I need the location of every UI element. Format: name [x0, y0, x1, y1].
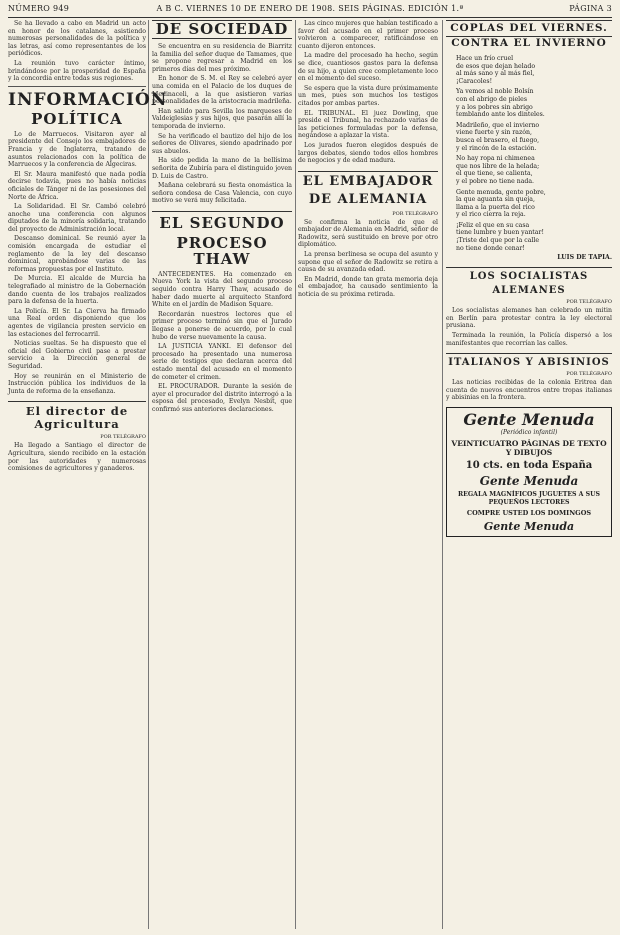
- article-paragraph: La prensa berlinesa se ocupa del asunto y supone que el señor de Radowitz se retira a causa de su avanzada edad.: [298, 251, 438, 274]
- article-paragraph: LA JUSTICIA YANKI. El defensor del procesado ha presentado una numerosa serie de testigos que declaran acerca del estado mental del acusado en el momento de cometer el crimen.: [152, 343, 292, 381]
- article-paragraph: La reunión tuvo carácter íntimo, brindándose por la prosperidad de España y la concordia entre todas sus regiones.: [8, 59, 146, 83]
- ad-text: REGALA MAGNÍFICOS JUGUETES A SUS PEQUEÑOS LECTORES: [458, 491, 600, 506]
- page-header: [8, 4, 612, 18]
- poem-line: la que aguanta sin queja,: [456, 196, 535, 204]
- article-paragraph: Se ha verificado el bautizo del hijo de los señores de Olivares, siendo apadrinado por sus abuelos.: [152, 132, 292, 155]
- column-1: [8, 20, 168, 929]
- article-paragraph: Los socialistas alemanes han celebrado un mitin en Berlín para protestar contra la ley electoral prusiana.: [446, 307, 612, 330]
- column-4: [446, 20, 612, 929]
- poem-line: busca el brasero, el fuego,: [456, 136, 540, 144]
- poem-line: con el abrigo de pieles: [456, 95, 527, 103]
- poem-line: Ya vemos al noble Bolsín: [456, 88, 534, 96]
- poem-line: tiene lumbre y buen yantar!: [456, 229, 544, 237]
- poem-line: ¡Feliz el que en su casa: [456, 221, 530, 229]
- article-title: COPLAS DEL VIERNES.: [446, 20, 612, 37]
- masthead-line: A B C. VIERNES 10 DE ENERO DE 1908. SEIS PÁGINAS. EDICIÓN 1.ª: [156, 4, 464, 13]
- article-paragraph: Ha sido pedida la mano de la bellísima señorita de Zubiría para el distinguido joven D. Luis de Castro.: [152, 157, 292, 180]
- article-paragraph: El Sr. Maura manifestó que nada podía decirse todavía, pues no había noticias oficiales de Tánger ni de las posesiones del Norte de África.: [8, 170, 146, 201]
- article-paragraph: La Policía. El Sr. La Cierva ha firmado una Real orden disponiendo que los agentes de vigilancia presten servicio en las estaciones del ferrocarril.: [8, 307, 146, 338]
- header-rule: [8, 17, 612, 18]
- poem-line: ¡Triste del que por la calle: [456, 237, 540, 245]
- column-divider: [295, 20, 296, 929]
- section-title: INFORMACIÓN: [8, 89, 168, 110]
- article-paragraph: Terminada la reunión, la Policía dispersó a los manifestantes que recorrían las calles.: [446, 332, 612, 347]
- column-divider: [148, 20, 149, 929]
- article-paragraph: EL TRIBUNAL. El juez Dowling, que preside el Tribunal, ha rechazado varias de las peticiones formuladas por la defensa, negándose a aplazar la vista.: [298, 109, 438, 140]
- dateline: POR TELÉGRAFO: [566, 371, 612, 378]
- article-paragraph: Descanso dominical. Se reunió ayer la comisión encargada de estudiar el reglamento de la ley del descanso dominical, aprobándose varias de las reformas propuestas por el Instituto.: [8, 235, 146, 273]
- article-paragraph: Han salido para Sevilla los marqueses de Valdeiglesias y sus hijos, que pasarán allí la temporada de invierno.: [152, 107, 292, 130]
- poem-line: Madrileño, que el invierno: [456, 121, 540, 129]
- article-paragraph: Hoy se reunirán en el Ministerio de Instrucción pública los individuos de la Junta de reforma de la enseñanza.: [8, 372, 146, 395]
- dateline: POR TELÉGRAFO: [566, 299, 612, 306]
- poem-line: viene fuerte y sin razón,: [456, 129, 532, 137]
- article-paragraph: De Murcia. El alcalde de Murcia ha telegrafiado al ministro de la Gobernación dando cuenta de los trabajos realizados para la defensa de la huerta.: [8, 275, 146, 306]
- section-title: DE SOCIEDAD: [152, 20, 292, 39]
- article-paragraph: Mañana celebrará su fiesta onomástica la señora condesa de Casa Valencia, con cuyo motivo se verá muy felicitada.: [152, 182, 292, 205]
- article-paragraph: ANTECEDENTES. Ha comenzado en Nueva York la vista del segundo proceso seguido contra Harry Thaw, acusado de haber dado muerte al arquitecto Stanford White en el jardín de Madison Square.: [152, 270, 292, 309]
- poem-line: no tiene donde cenar!: [456, 244, 525, 252]
- poem-line: y el rico cierra la reja.: [456, 211, 526, 219]
- dateline: POR TELÉGRAFO: [392, 210, 438, 217]
- article-title: EL SEGUNDO: [152, 211, 292, 231]
- ad-title: Gente Menuda: [483, 520, 575, 533]
- article-paragraph: En honor de S. M. el Rey se celebró ayer una comida en el Palacio de los duques de Medinaceli, a la que asistieron varias personalidades de la aristocracia madrileña.: [152, 75, 292, 106]
- article-title: LOS SOCIALISTAS: [446, 267, 612, 282]
- article-paragraph: Ha llegado a Santiago el director de Agricultura, siendo recibido en la estación por las autoridades y numerosas comisiones de agricultores y ganaderos.: [8, 442, 146, 473]
- article-paragraph: Se ha llevado a cabo en Madrid un acto en honor de los catalanes, asistiendo numerosas personalidades de la política y las letras, así como representantes de los periódicos.: [8, 20, 146, 58]
- poem-line: que nos libre de la helada;: [456, 162, 540, 170]
- poem: [446, 55, 612, 252]
- column-2: [152, 20, 292, 929]
- poem-line: el que tiene, se calienta,: [456, 170, 533, 178]
- article-paragraph: En Madrid, donde tan grata memoria deja el embajador, ha causado sentimiento la noticia de su próxima retirada.: [298, 275, 438, 299]
- article-title: El director de Agricultura: [8, 401, 146, 431]
- article-paragraph: Se espera que la vista dure próximamente un mes, pues son muchos los testigos citados por ambas partes.: [298, 84, 438, 107]
- poem-line: Hace un frío cruel: [456, 55, 514, 62]
- poem-line: y a los pobres sin abrigo: [456, 103, 533, 111]
- advertisement: [446, 407, 612, 537]
- ad-subtitle: (Periódico infantil): [500, 429, 558, 436]
- article-paragraph: Las noticias recibidas de la colonia Eritrea dan cuenta de nuevos encuentros entre tropas italianas y abisinias en la frontera.: [446, 379, 612, 402]
- article-paragraph: Se confirma la noticia de que el embajador de Alemania en Madrid, señor de Radowitz, será sustituido en breve por otro diplomático.: [298, 218, 438, 249]
- poem-line: y el pobre no tiene nada.: [456, 177, 535, 185]
- article-title: CONTRA EL INVIERNO: [451, 37, 607, 49]
- ad-title: Gente Menuda: [479, 474, 579, 488]
- page-number: PÁGINA 3: [569, 4, 612, 13]
- ad-title: Gente Menuda: [463, 410, 595, 429]
- section-title: POLÍTICA: [31, 109, 123, 128]
- poem-line: ¡Caracoles!: [456, 77, 493, 85]
- article-paragraph: La madre del procesado ha hecho, según se dice, cuantiosos gastos para la defensa de su hijo, a quien cree completamente loco en el momento del suceso.: [298, 52, 438, 83]
- article-paragraph: Lo de Marruecos. Visitaron ayer al presidente del Consejo los embajadores de Francia y de Inglaterra, tratando de asuntos relacionados con la política de Marruecos y la conferencia de Algeciras.: [8, 130, 146, 169]
- article-paragraph: Recordarán nuestros lectores que el primer proceso terminó sin que el Jurado llegase a ponerse de acuerdo, por lo cual hubo de verse nuevamente la causa.: [152, 310, 292, 341]
- poem-line: y el rincón de la estación.: [456, 144, 537, 152]
- article-paragraph: Los jurados fueron elegidos después de largos debates, siendo todos ellos hombres de negocios y de edad madura.: [298, 141, 438, 165]
- poem-line: Gente menuda, gente pobre,: [456, 188, 546, 196]
- article-title: PROCESO THAW: [176, 233, 268, 268]
- article-paragraph: Las cinco mujeres que habían testificado a favor del acusado en el primer proceso volvieron a comparecer, ratificándose en cuanto dijeron entonces.: [298, 20, 438, 50]
- column-3: [298, 20, 438, 929]
- article-title: EL EMBAJADOR: [298, 171, 438, 189]
- ad-text: VEINTICUATRO PÁGINAS DE TEXTO Y DIBUJOS: [451, 439, 607, 457]
- dateline: POR TELÉGRAFO: [100, 434, 146, 441]
- ad-price: 10 cts. en toda España: [465, 460, 593, 471]
- column-divider: [442, 20, 443, 929]
- article-paragraph: Noticias sueltas. Se ha dispuesto que el oficial del Gobierno civil pase a prestar servicio a la Dirección general de Seguridad.: [8, 340, 146, 370]
- poem-line: temblando ante los dinteles.: [456, 111, 545, 119]
- article-paragraph: Se encuentra en su residencia de Biarritz la familia del señor duque de Tamames, que se propone regresar a Madrid en los primeros días del mes próximo.: [152, 43, 292, 73]
- poem-line: de esos que dejan helado: [456, 62, 536, 70]
- poem-line: No hay ropa ni chimenea: [456, 155, 535, 163]
- issue-number: NÚMERO 949: [8, 4, 70, 13]
- poem-line: al más sano y al más fiel,: [456, 70, 535, 78]
- ad-text: COMPRE USTED LOS DOMINGOS: [466, 509, 592, 517]
- article-paragraph: La Solidaridad. El Sr. Cambó celebró anoche una conferencia con algunos diputados de la minoría solidaria, tratando del proyecto de Administración local.: [8, 203, 146, 233]
- poem-line: llama a la puerta del rico: [456, 203, 535, 211]
- article-title: ITALIANOS Y ABISINIOS: [446, 353, 612, 368]
- article-paragraph: EL PROCURADOR. Durante la sesión de ayer el procurador del distrito interrogó a la esposa del procesado, Evelyn Nesbit, que confirmó sus anteriores declaraciones.: [152, 383, 292, 413]
- article-title: DE ALEMANIA: [308, 191, 428, 207]
- article-title: ALEMANES: [492, 285, 566, 297]
- author-signature: LUIS DE TAPIA.: [557, 254, 612, 262]
- divider: [8, 86, 146, 87]
